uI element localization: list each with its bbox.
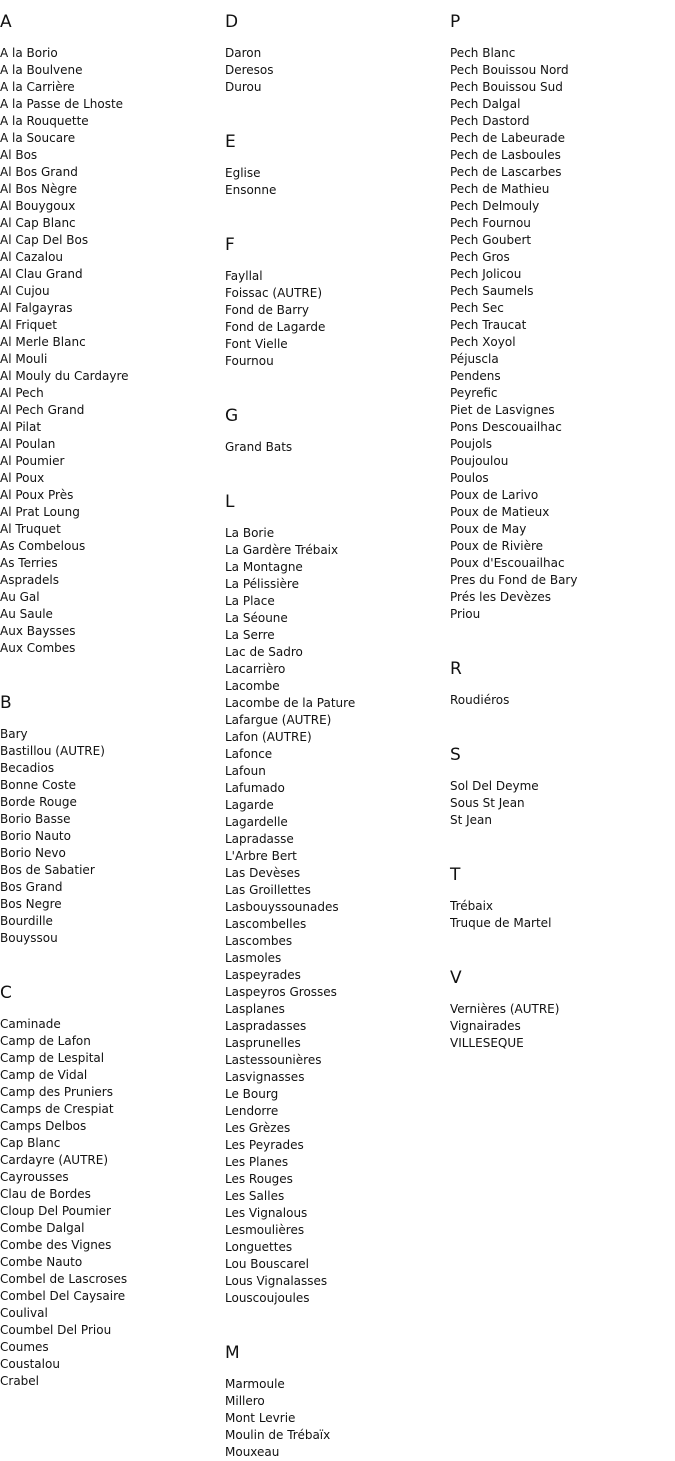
place-name: Combe Nauto bbox=[0, 1255, 83, 1269]
place-name: Pech de Labeurade bbox=[450, 131, 565, 145]
place-name: Lasprunelles bbox=[225, 1036, 301, 1050]
letter-heading: E bbox=[225, 132, 236, 152]
place-name: Lasbouyssounades bbox=[225, 900, 339, 914]
place-name: Les Vignalous bbox=[225, 1206, 308, 1220]
place-name: Pech Fournou bbox=[450, 216, 531, 230]
place-name: Pech de Lascarbes bbox=[450, 165, 562, 179]
place-name: Al Bouygoux bbox=[0, 199, 76, 213]
place-name: Pech Dalgal bbox=[450, 97, 521, 111]
place-name: Camps de Crespiat bbox=[0, 1102, 114, 1116]
place-name: Lac de Sadro bbox=[225, 645, 303, 659]
place-name: Font Vielle bbox=[225, 337, 288, 351]
place-name: Bos Grand bbox=[0, 880, 63, 894]
place-name: Caminade bbox=[0, 1017, 61, 1031]
place-list bbox=[0, 1016, 225, 1390]
place-list bbox=[450, 45, 675, 623]
letter-heading: G bbox=[225, 406, 239, 426]
letter-heading: L bbox=[225, 492, 235, 512]
place-list bbox=[450, 778, 675, 829]
place-list bbox=[225, 525, 450, 1307]
place-name: Lacarrièro bbox=[225, 662, 286, 676]
place-name: Fayllal bbox=[225, 269, 263, 283]
place-name: As Combelous bbox=[0, 539, 86, 553]
place-name: Combel de Lascroses bbox=[0, 1272, 128, 1286]
place-name: Péjuscla bbox=[450, 352, 499, 366]
place-name: La Pélissière bbox=[225, 577, 299, 591]
place-name: Eglise bbox=[225, 166, 261, 180]
place-name: Pech Xoyol bbox=[450, 335, 516, 349]
letter-heading: A bbox=[0, 12, 12, 32]
place-name: Pech de Mathieu bbox=[450, 182, 550, 196]
place-name: Pendens bbox=[450, 369, 501, 383]
place-name: Combe Dalgal bbox=[0, 1221, 85, 1235]
group-spacer bbox=[450, 829, 675, 853]
place-name: Priou bbox=[450, 607, 481, 621]
place-name: Crabel bbox=[0, 1374, 39, 1388]
place-name: Lacombe bbox=[225, 679, 280, 693]
place-name: Combel Del Caysaire bbox=[0, 1289, 126, 1303]
place-name: Al Merle Blanc bbox=[0, 335, 86, 349]
letter-heading: F bbox=[225, 235, 235, 255]
group-spacer bbox=[450, 623, 675, 647]
place-name: Lasvignasses bbox=[225, 1070, 305, 1084]
place-name: Lendorre bbox=[225, 1104, 279, 1118]
place-list bbox=[225, 268, 450, 370]
place-name: Poulos bbox=[450, 471, 489, 485]
place-name: La Serre bbox=[225, 628, 275, 642]
place-name: Moulin de Trébaïx bbox=[225, 1428, 331, 1442]
place-name: Pech Dastord bbox=[450, 114, 530, 128]
place-name: Pons Descouailhac bbox=[450, 420, 562, 434]
place-name: Longuettes bbox=[225, 1240, 293, 1254]
place-name: Laspeyrades bbox=[225, 968, 301, 982]
place-list bbox=[0, 726, 225, 947]
place-name: Aux Combes bbox=[0, 641, 76, 655]
place-name: Poujoulou bbox=[450, 454, 509, 468]
place-name: Bonne Coste bbox=[0, 778, 77, 792]
place-name: La Place bbox=[225, 594, 275, 608]
letter-group bbox=[450, 968, 675, 1052]
letter-group bbox=[450, 745, 675, 829]
column-3 bbox=[450, 0, 675, 1052]
place-name: Les Salles bbox=[225, 1189, 285, 1203]
place-name: Camp des Pruniers bbox=[0, 1085, 113, 1099]
letter-heading: D bbox=[225, 12, 239, 32]
column-2 bbox=[225, 0, 450, 1461]
letter-group bbox=[450, 659, 675, 709]
place-name: Pech Blanc bbox=[450, 46, 516, 60]
place-name: Pech Saumels bbox=[450, 284, 534, 298]
place-name: Borde Rouge bbox=[0, 795, 77, 809]
place-name: Lacombe de la Pature bbox=[225, 696, 356, 710]
place-name: Al Falgayras bbox=[0, 301, 73, 315]
place-name: Coulival bbox=[0, 1306, 48, 1320]
place-name: Sol Del Deyme bbox=[450, 779, 539, 793]
place-name: Deresos bbox=[225, 63, 274, 77]
place-list bbox=[450, 898, 675, 932]
place-name: Peyrefic bbox=[450, 386, 498, 400]
place-list bbox=[225, 165, 450, 199]
place-name: Lagardelle bbox=[225, 815, 288, 829]
place-name: Al Poux bbox=[0, 471, 45, 485]
place-name: Al Poux Près bbox=[0, 488, 74, 502]
place-name: Bouyssou bbox=[0, 931, 58, 945]
place-name: Lastessounières bbox=[225, 1053, 322, 1067]
place-name: Aspradels bbox=[0, 573, 59, 587]
place-name: Ensonne bbox=[225, 183, 277, 197]
place-name: Las Devèses bbox=[225, 866, 301, 880]
place-name: Poux de Larivo bbox=[450, 488, 539, 502]
letter-group bbox=[450, 12, 675, 623]
place-name: Al Truquet bbox=[0, 522, 61, 536]
place-name: Bos Negre bbox=[0, 897, 62, 911]
place-name: Clau de Bordes bbox=[0, 1187, 91, 1201]
place-name: Prés les Devèzes bbox=[450, 590, 551, 604]
place-name: Camps Delbos bbox=[0, 1119, 87, 1133]
place-name: A la Passe de Lhoste bbox=[0, 97, 124, 111]
place-list bbox=[450, 692, 675, 709]
place-name: Al Cap Blanc bbox=[0, 216, 76, 230]
place-name: Al Poulan bbox=[0, 437, 56, 451]
place-name: Poux de Rivière bbox=[450, 539, 544, 553]
place-name: Lesmoulières bbox=[225, 1223, 305, 1237]
column-1 bbox=[0, 0, 225, 1390]
letter-group bbox=[225, 406, 450, 456]
place-list bbox=[225, 439, 450, 456]
place-name: Lafonce bbox=[225, 747, 273, 761]
group-spacer bbox=[225, 199, 450, 223]
place-name: Pech Jolicou bbox=[450, 267, 522, 281]
place-name: Fournou bbox=[225, 354, 274, 368]
place-name: Al Pech Grand bbox=[0, 403, 85, 417]
place-name: Fond de Lagarde bbox=[225, 320, 326, 334]
place-name: Becadios bbox=[0, 761, 55, 775]
place-name: Les Peyrades bbox=[225, 1138, 304, 1152]
place-name: Al Pilat bbox=[0, 420, 42, 434]
place-name: Lafumado bbox=[225, 781, 285, 795]
place-name: Borio Nevo bbox=[0, 846, 66, 860]
place-name: Combe des Vignes bbox=[0, 1238, 112, 1252]
place-name: Al Cap Del Bos bbox=[0, 233, 89, 247]
place-name: Borio Basse bbox=[0, 812, 71, 826]
place-name: Al Bos Nègre bbox=[0, 182, 78, 196]
group-spacer bbox=[0, 657, 225, 681]
place-name: Vignairades bbox=[450, 1019, 521, 1033]
letter-heading: V bbox=[450, 968, 462, 988]
letter-group bbox=[225, 1343, 450, 1461]
place-name: Al Mouly du Cardayre bbox=[0, 369, 129, 383]
group-spacer bbox=[450, 709, 675, 733]
place-name: Poux d'Escouailhac bbox=[450, 556, 565, 570]
place-name: Sous St Jean bbox=[450, 796, 525, 810]
place-name: Cloup Del Poumier bbox=[0, 1204, 111, 1218]
place-name: Al Mouli bbox=[0, 352, 48, 366]
group-spacer bbox=[225, 370, 450, 394]
place-name: Fond de Barry bbox=[225, 303, 310, 317]
place-name: Al Cazalou bbox=[0, 250, 64, 264]
place-name: Coustalou bbox=[0, 1357, 60, 1371]
place-name: Al Cujou bbox=[0, 284, 50, 298]
place-name: Poux de May bbox=[450, 522, 527, 536]
place-name: Coumes bbox=[0, 1340, 49, 1354]
place-name: Cap Blanc bbox=[0, 1136, 61, 1150]
place-name: Al Friquet bbox=[0, 318, 57, 332]
place-name: Poux de Matieux bbox=[450, 505, 550, 519]
place-name: Les Grèzes bbox=[225, 1121, 291, 1135]
place-name: Millero bbox=[225, 1394, 265, 1408]
place-name: Camp de Lespital bbox=[0, 1051, 105, 1065]
place-name: Camp de Lafon bbox=[0, 1034, 91, 1048]
place-name: Lasmoles bbox=[225, 951, 282, 965]
place-list bbox=[225, 45, 450, 96]
place-name: A la Boulvene bbox=[0, 63, 83, 77]
letter-group bbox=[0, 983, 225, 1390]
place-name: Pech Bouissou Nord bbox=[450, 63, 569, 77]
place-name: Pech Delmouly bbox=[450, 199, 540, 213]
place-name: Trébaix bbox=[450, 899, 494, 913]
place-name: Piet de Lasvignes bbox=[450, 403, 555, 417]
place-name: Lafon (AUTRE) bbox=[225, 730, 312, 744]
place-name: Al Poumier bbox=[0, 454, 65, 468]
letter-group bbox=[0, 693, 225, 947]
letter-group bbox=[225, 132, 450, 199]
place-name: Al Prat Loung bbox=[0, 505, 80, 519]
place-name: Au Gal bbox=[0, 590, 40, 604]
place-name: Bos de Sabatier bbox=[0, 863, 95, 877]
place-name: Marmoule bbox=[225, 1377, 285, 1391]
place-name: Au Saule bbox=[0, 607, 53, 621]
place-name: Lafoun bbox=[225, 764, 266, 778]
place-name: Al Pech bbox=[0, 386, 44, 400]
place-name: A la Rouquette bbox=[0, 114, 89, 128]
place-name: Borio Nauto bbox=[0, 829, 71, 843]
place-name: Lascombelles bbox=[225, 917, 307, 931]
place-name: Camp de Vidal bbox=[0, 1068, 88, 1082]
place-name: Laspeyros Grosses bbox=[225, 985, 337, 999]
place-name: Lou Bouscarel bbox=[225, 1257, 310, 1271]
place-name: Les Planes bbox=[225, 1155, 289, 1169]
place-name: A la Borio bbox=[0, 46, 58, 60]
place-name: Grand Bats bbox=[225, 440, 293, 454]
place-name: La Gardère Trébaix bbox=[225, 543, 339, 557]
place-name: Lous Vignalasses bbox=[225, 1274, 328, 1288]
place-name: L'Arbre Bert bbox=[225, 849, 297, 863]
place-name: Pech Bouissou Sud bbox=[450, 80, 563, 94]
place-name: Bary bbox=[0, 727, 28, 741]
group-spacer bbox=[0, 947, 225, 971]
place-list bbox=[0, 45, 225, 657]
group-spacer bbox=[225, 1307, 450, 1331]
place-name: Daron bbox=[225, 46, 262, 60]
place-name: As Terries bbox=[0, 556, 58, 570]
place-name: Foissac (AUTRE) bbox=[225, 286, 323, 300]
letter-heading: R bbox=[450, 659, 462, 679]
place-name: Lapradasse bbox=[225, 832, 294, 846]
place-name: Cayrousses bbox=[0, 1170, 69, 1184]
place-name: Al Bos Grand bbox=[0, 165, 78, 179]
place-name: Al Clau Grand bbox=[0, 267, 83, 281]
group-spacer bbox=[225, 456, 450, 480]
place-name: Mouxeau bbox=[225, 1445, 280, 1459]
place-list bbox=[225, 1376, 450, 1461]
place-name: Durou bbox=[225, 80, 262, 94]
place-name: Bastillou (AUTRE) bbox=[0, 744, 105, 758]
place-name: La Séoune bbox=[225, 611, 288, 625]
place-name: Bourdille bbox=[0, 914, 53, 928]
place-name: Pres du Fond de Bary bbox=[450, 573, 578, 587]
letter-heading: T bbox=[450, 865, 461, 885]
place-name: Laspradasses bbox=[225, 1019, 307, 1033]
place-name: Les Rouges bbox=[225, 1172, 293, 1186]
place-name: A la Carrière bbox=[0, 80, 75, 94]
letter-heading: P bbox=[450, 12, 461, 32]
letter-group bbox=[0, 12, 225, 657]
place-name: Las Groillettes bbox=[225, 883, 311, 897]
place-name: Pech Gros bbox=[450, 250, 510, 264]
place-name: Pech Goubert bbox=[450, 233, 532, 247]
group-spacer bbox=[225, 96, 450, 120]
place-list bbox=[450, 1001, 675, 1052]
letter-heading: S bbox=[450, 745, 461, 765]
place-name: Truque de Martel bbox=[450, 916, 552, 930]
place-name: Coumbel Del Priou bbox=[0, 1323, 112, 1337]
place-name: Lagarde bbox=[225, 798, 274, 812]
letter-heading: M bbox=[225, 1343, 240, 1363]
place-name: Le Bourg bbox=[225, 1087, 279, 1101]
letter-group bbox=[225, 12, 450, 96]
place-name: Lasplanes bbox=[225, 1002, 285, 1016]
place-name: Lafargue (AUTRE) bbox=[225, 713, 332, 727]
place-name: Aux Baysses bbox=[0, 624, 76, 638]
letter-group bbox=[225, 235, 450, 370]
letter-group bbox=[450, 865, 675, 932]
place-name: Al Bos bbox=[0, 148, 38, 162]
place-name: Poujols bbox=[450, 437, 493, 451]
place-name: Roudiéros bbox=[450, 693, 510, 707]
place-name: Pech Traucat bbox=[450, 318, 527, 332]
group-spacer bbox=[450, 932, 675, 956]
place-name: Pech Sec bbox=[450, 301, 504, 315]
place-name: Cardayre (AUTRE) bbox=[0, 1153, 108, 1167]
place-name: Louscoujoules bbox=[225, 1291, 310, 1305]
letter-group bbox=[225, 492, 450, 1307]
place-name: Pech de Lasboules bbox=[450, 148, 561, 162]
place-name: Vernières (AUTRE) bbox=[450, 1002, 560, 1016]
place-name: St Jean bbox=[450, 813, 493, 827]
place-name: Lascombes bbox=[225, 934, 293, 948]
letter-heading: B bbox=[0, 693, 12, 713]
place-name: VILLESEQUE bbox=[450, 1036, 524, 1050]
place-name: La Montagne bbox=[225, 560, 303, 574]
place-name: A la Soucare bbox=[0, 131, 76, 145]
place-name: La Borie bbox=[225, 526, 275, 540]
letter-heading: C bbox=[0, 983, 12, 1003]
place-name: Mont Levrie bbox=[225, 1411, 296, 1425]
